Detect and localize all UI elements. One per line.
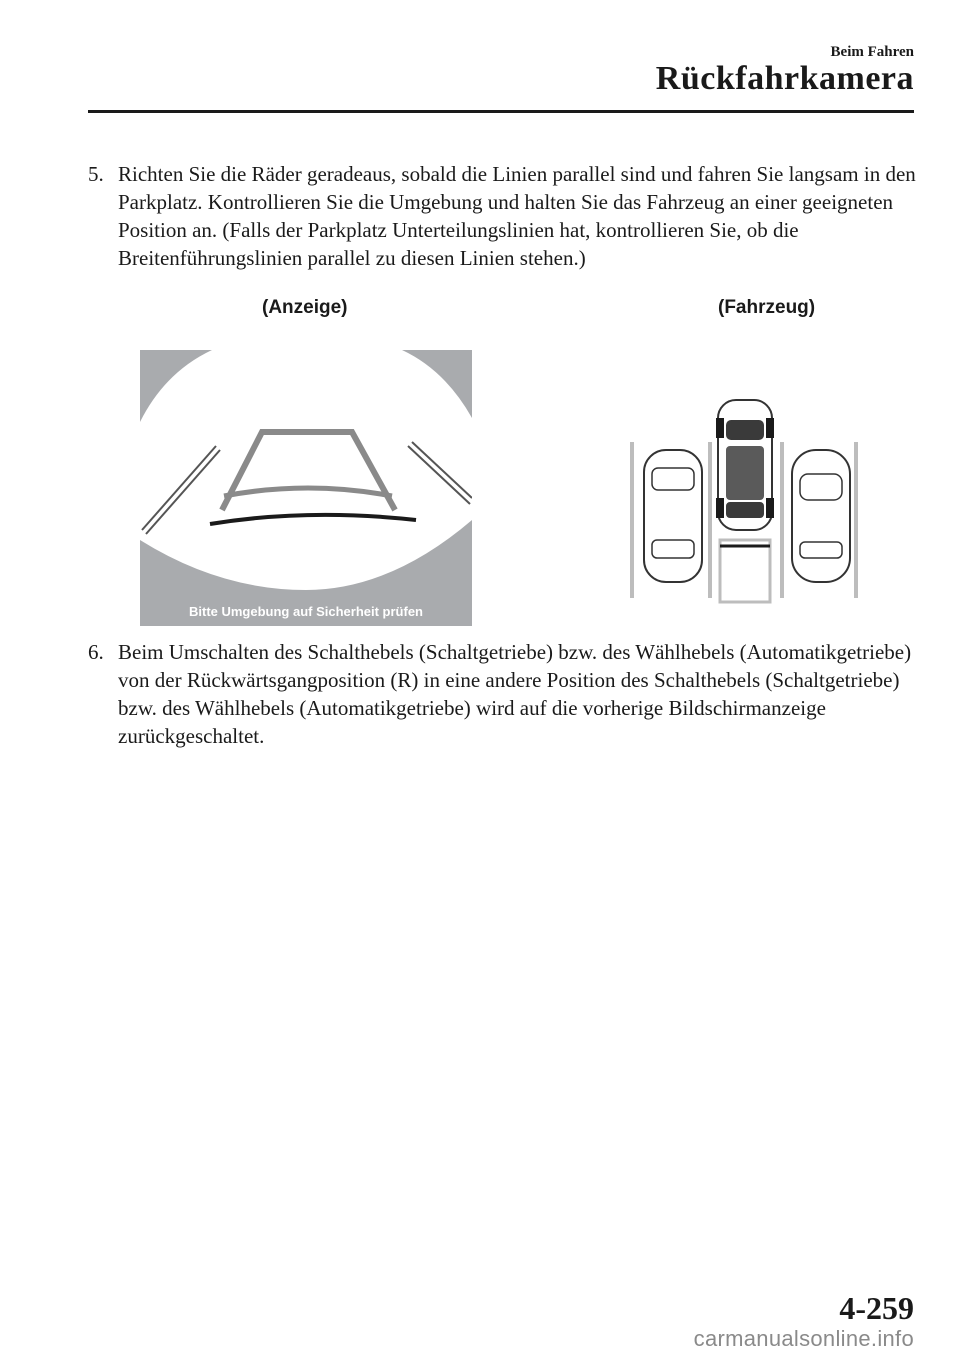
watermark: carmanualsonline.info [693, 1326, 914, 1351]
page-number: 4-259 [839, 1290, 914, 1326]
display-label: (Anzeige) [262, 297, 348, 318]
vehicle-label: (Fahrzeug) [718, 297, 816, 318]
screen-warning-text: Bitte Umgebung auf Sicherheit prüfen [188, 604, 423, 619]
step-text: Beim Umschalten des Schalthebels (Schaltgetriebe) bzw. des Wählhebels (Automatikgetriebe) von der Rückwärtsgangposition (R) in eine andere Position des Schalthebels (Schaltgetriebe) bzw. des Wählhebels (Automatikgetriebe) wird auf die vorherige Bildschirmanzeige zurückgeschaltet. [118, 640, 912, 748]
camera-display-illustration [140, 350, 472, 626]
vehicle-parking-illustration [622, 390, 868, 608]
header-divider [88, 110, 914, 113]
page-title: Rückfahrkamera [655, 60, 914, 97]
step-number: 5. [88, 162, 104, 186]
section-label: Beim Fahren [830, 44, 914, 60]
step-6 [88, 638, 918, 750]
step-number: 6. [88, 640, 104, 664]
step-5 [88, 160, 918, 272]
step-text: Richten Sie die Räder geradeaus, sobald die Linien parallel sind und fahren Sie langsam in den Parkplatz. Kontrollieren Sie die Umgebung und halten Sie das Fahrzeug an einer geeigneten Position an. (Falls der Parkplatz Unterteilungslinien hat, kontrollieren Sie, ob die Breitenführungslinien parallel zu diesen Linien stehen.) [118, 162, 916, 270]
